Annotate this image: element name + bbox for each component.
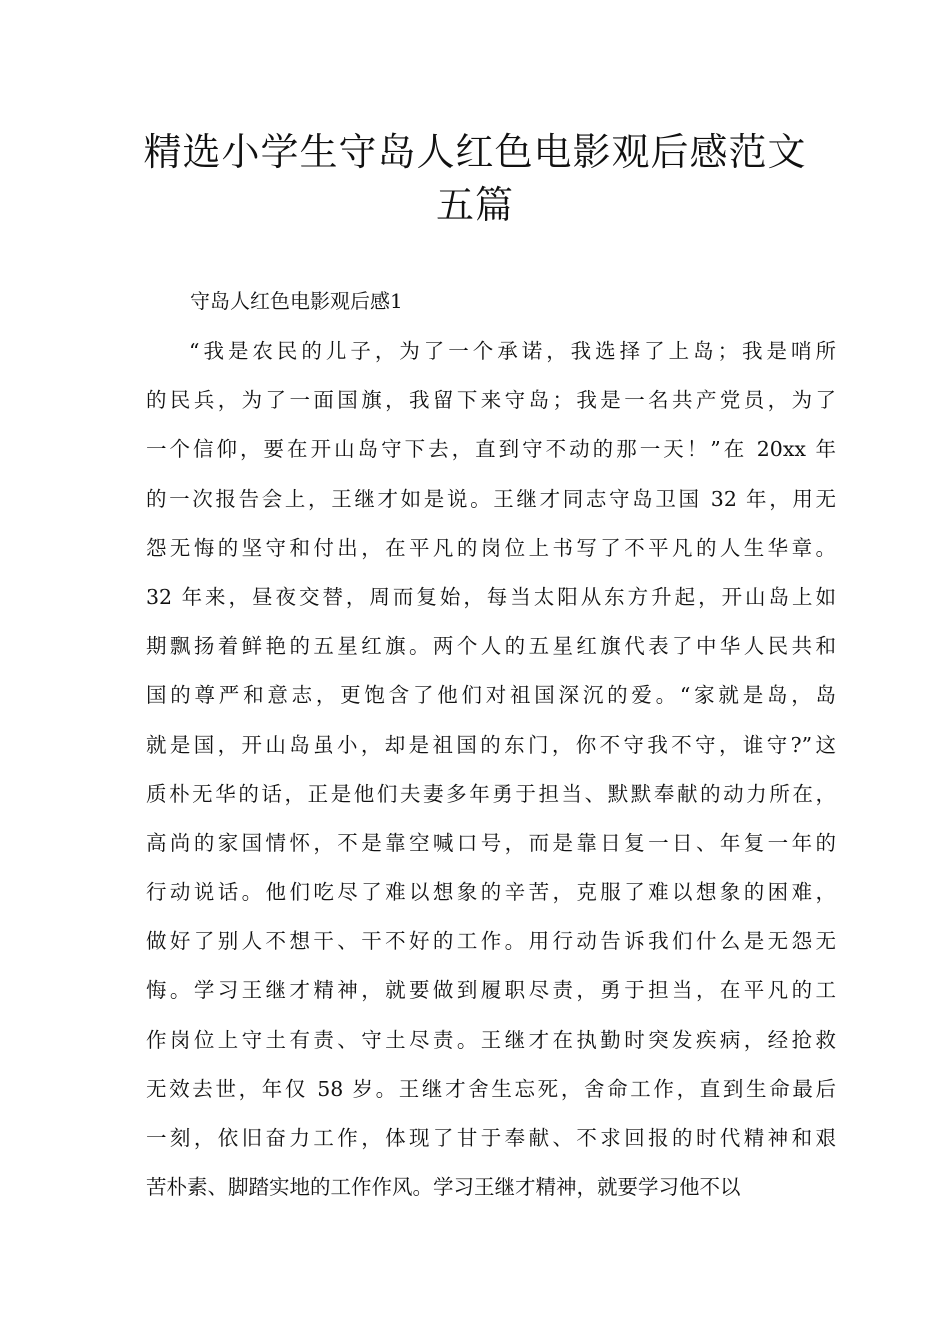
text-line: 悔。学习王继才精神，就要做到履职尽责，勇于担当，在平凡的工 (146, 978, 836, 1003)
text-line: 行动说话。他们吃尽了难以想象的辛苦，克服了难以想象的困难， (146, 880, 836, 905)
text-line: 的一次报告会上，王继才如是说。王继才同志守岛卫国 32 年，用无 (146, 486, 836, 511)
title-line-1: 精选小学生守岛人红色电影观后感范文 (143, 130, 807, 174)
text-line: 作岗位上守土有责、守土尽责。王继才在执勤时突发疾病，经抢救 (146, 1027, 836, 1052)
text-line: 就是国，开山岛虽小，却是祖国的东门，你不守我不守，谁守?”这 (146, 732, 836, 757)
text-line: 国的尊严和意志，更饱含了他们对祖国深沉的爱。“家就是岛，岛 (146, 683, 836, 708)
text-line: 质朴无华的话，正是他们夫妻多年勇于担当、默默奉献的动力所在， (146, 781, 836, 806)
text-line: 的民兵，为了一面国旗，我留下来守岛；我是一名共产党员，为了 (146, 388, 836, 413)
text-line: 高尚的家国情怀，不是靠空喊口号，而是靠日复一日、年复一年的 (146, 830, 836, 855)
text-line: 做好了别人不想干、干不好的工作。用行动告诉我们什么是无怨无 (146, 929, 836, 954)
text-line: 怨无悔的坚守和付出，在平凡的岗位上书写了不平凡的人生华章。 (146, 535, 836, 560)
text-line: 无效去世，年仅 58 岁。王继才舍生忘死，舍命工作，直到生命最后 (146, 1076, 836, 1101)
section-heading: 守岛人红色电影观后感1 (190, 289, 403, 313)
text-line: 32 年来，昼夜交替，周而复始，每当太阳从东方升起，开山岛上如 (146, 584, 836, 609)
text-line: 苦朴素、脚踏实地的工作作风。学习王继才精神，就要学习他不以 (146, 1175, 741, 1200)
document-title (100, 126, 850, 232)
body-text (146, 339, 836, 1224)
text-line: “我是农民的儿子，为了一个承诺，我选择了上岛；我是哨所 (189, 339, 836, 363)
text-line: 一个信仰，要在开山岛守下去，直到守不动的那一天！”在 20xx 年 (146, 437, 836, 462)
text-line: 期飘扬着鲜艳的五星红旗。两个人的五星红旗代表了中华人民共和 (146, 634, 836, 659)
title-line-2: 五篇 (435, 183, 514, 227)
text-line: 一刻，依旧奋力工作，体现了甘于奉献、不求回报的时代精神和艰 (146, 1126, 836, 1150)
